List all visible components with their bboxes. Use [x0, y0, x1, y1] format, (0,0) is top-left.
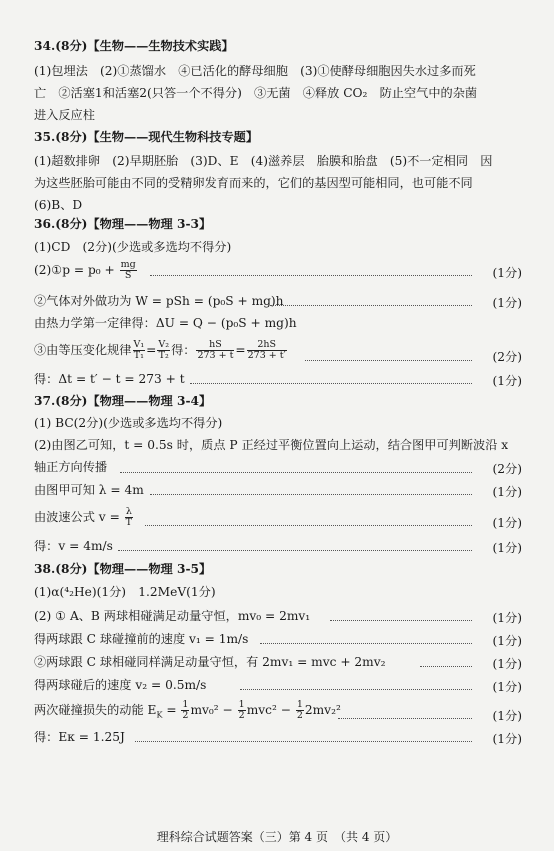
fraction-denominator: T₁ [133, 350, 144, 361]
score-q38-3: (1分) [492, 634, 522, 648]
q38-line-2: (2) ① A、B 两球相碰满足动量守恒，mv₀ = 2mv₁ [34, 609, 311, 623]
q38-line-7: 得：Eκ = 1.25J [34, 730, 125, 744]
q34-line-1: (1)包埋法 (2)①蒸馏水 ④已活化的酵母细胞 (3)①使酵母细胞因失水过多而死 [34, 64, 476, 78]
score-q38-4: (1分) [492, 657, 522, 671]
fraction-numerator: V₁ [133, 339, 145, 350]
q37-line-3: 轴正方向传播 [34, 460, 108, 474]
q37-line-4: 由图甲可知 λ = 4m [34, 483, 144, 497]
term: mvc² − [246, 703, 295, 717]
q36-line-5-mid: 得： [171, 343, 196, 357]
fraction [247, 340, 287, 361]
q37-line-6: 得：v = 4m/s [34, 539, 113, 553]
equals: = [162, 703, 181, 717]
fraction-denominator: 2 [238, 710, 245, 721]
fraction-denominator: S [124, 270, 132, 281]
fraction [133, 340, 146, 361]
fraction [196, 340, 234, 361]
score-q38-6: (1分) [492, 709, 522, 723]
dotted-leader [240, 689, 472, 690]
q36-line-5: ③由等压变化规律 $\frac{\text{V₁}}{\text{T₁}}$ = $\frac{\text{V₂}}{\text{T₂}}$ 得： $\frac{hS}{273 + t}$ = $\frac{2hS}{273 + t'}$ [34, 339, 286, 361]
q35-heading: 35.(8分)【生物——现代生物科技专题】 [34, 130, 259, 144]
score-q37-4: (1分) [492, 485, 522, 499]
q36-line-2 [34, 260, 534, 281]
q36-line-2-text: (2)①p = p₀ + [34, 263, 119, 277]
score-q36-6: (1分) [492, 374, 522, 388]
fraction-denominator: 2 [296, 710, 303, 721]
fraction-numerator: mg [120, 259, 136, 270]
q38-line-4: ②两球跟 C 球相碰同样满足动量守恒，有 2mv₁ = mvc + 2mv₂ [34, 655, 386, 669]
q38-heading: 38.(8分)【物理——物理 3-5】 [34, 562, 212, 576]
dotted-leader [135, 741, 472, 742]
dotted-leader [260, 643, 472, 644]
dotted-leader [150, 275, 472, 276]
q34-line-3: 进入反应柱 [34, 108, 95, 122]
fraction [238, 700, 246, 721]
fraction-numerator: 2hS [247, 340, 287, 351]
fraction-numerator: 1 [296, 699, 303, 710]
q34-line-2: 亡 ②活塞1和活塞2(只答一个不得分) ③无菌 ④释放 CO₂ 防止空气中的杂菌 [34, 86, 478, 100]
dotted-leader [190, 383, 472, 384]
q34-heading: 34.(8分)【生物——生物技术实践】 [34, 39, 234, 53]
dotted-leader [330, 620, 472, 621]
score-q38-5: (1分) [492, 680, 522, 694]
fraction [296, 700, 304, 721]
dotted-leader [145, 525, 472, 526]
q37-line-2: (2)由图乙可知，t = 0.5s 时，质点 P 正经过平衡位置向上运动，结合图甲可判断波沿 x [34, 438, 509, 452]
fraction-denominator: 273 + t′ [247, 350, 286, 361]
dotted-leader [120, 472, 472, 473]
q36-line-5-text: ③由等压变化规律 [34, 343, 132, 357]
dotted-leader [270, 305, 472, 306]
fraction-denominator: T₂ [158, 350, 169, 361]
fraction [125, 507, 133, 528]
score-q36-5: (2分) [492, 350, 522, 364]
q38-line-5: 得两球碰后的速度 v₂ = 0.5m/s [34, 678, 207, 692]
term: 2mv₂² [304, 703, 341, 717]
dotted-leader [338, 718, 472, 719]
q36-line-3: ②气体对外做功为 W = pSh = (p₀S + mg)h [34, 294, 284, 308]
score-q38-2: (1分) [492, 611, 522, 625]
fraction [181, 700, 189, 721]
fraction-denominator: 2 [182, 710, 189, 721]
q38-line-1: (1)α(⁴₂He)(1分) 1.2MeV(1分) [34, 585, 216, 599]
score-q36-3: (1分) [492, 296, 522, 310]
subscript: K [156, 710, 163, 720]
q37-heading: 37.(8分)【物理——物理 3-4】 [34, 394, 212, 408]
q35-line-2: 为这些胚胎可能由不同的受精卵发育而来的，它们的基因型可能相同，也可能不同 [34, 176, 473, 190]
score-q37-6: (1分) [492, 541, 522, 555]
q38-line-3: 得两球跟 C 球碰撞前的速度 v₁ = 1m/s [34, 632, 249, 646]
q37-line-5-text: 由波速公式 v = [34, 510, 124, 524]
dotted-leader [150, 494, 472, 495]
fraction-denominator: 273 + t [197, 350, 234, 361]
dotted-leader [305, 360, 472, 361]
score-q37-3: (2分) [492, 462, 522, 476]
q35-line-1: (1)超数排卵 (2)早期胚胎 (3)D、E (4)滋养层 胎膜和胎盘 (5)不一定相同 因 [34, 154, 493, 168]
fraction-numerator: 1 [182, 699, 189, 710]
pressure-fraction [120, 260, 137, 281]
q36-heading: 36.(8分)【物理——物理 3-3】 [34, 217, 212, 231]
dotted-leader [420, 666, 472, 667]
fraction-numerator: hS [196, 340, 234, 351]
dotted-leader [118, 550, 472, 551]
fraction-denominator: T [125, 517, 133, 528]
score-q38-7: (1分) [492, 732, 522, 746]
q38-line-6-text: 两次碰撞损失的动能 E [34, 703, 157, 717]
q36-line-4: 由热力学第一定律得：ΔU = Q − (p₀S + mg)h [34, 316, 297, 330]
q36-line-6: 得：Δt = t′ − t = 273 + t [34, 372, 185, 386]
score-q37-5: (1分) [492, 516, 522, 530]
fraction-numerator: V₂ [158, 339, 170, 350]
q38-line-6 [34, 700, 534, 724]
fraction [157, 340, 170, 361]
q35-line-3: (6)B、D [34, 198, 83, 212]
fraction-numerator: λ [125, 506, 132, 517]
fraction-numerator: 1 [238, 699, 245, 710]
page-footer: 理科综合试题答案（三）第 4 页 （共 4 页） [156, 830, 398, 844]
score-q36-2: (1分) [492, 266, 522, 280]
q37-line-1: (1) BC(2分)(少选或多选均不得分) [34, 416, 223, 430]
q36-line-1: (1)CD (2分)(少选或多选均不得分) [34, 240, 232, 254]
term: mv₀² − [190, 703, 237, 717]
